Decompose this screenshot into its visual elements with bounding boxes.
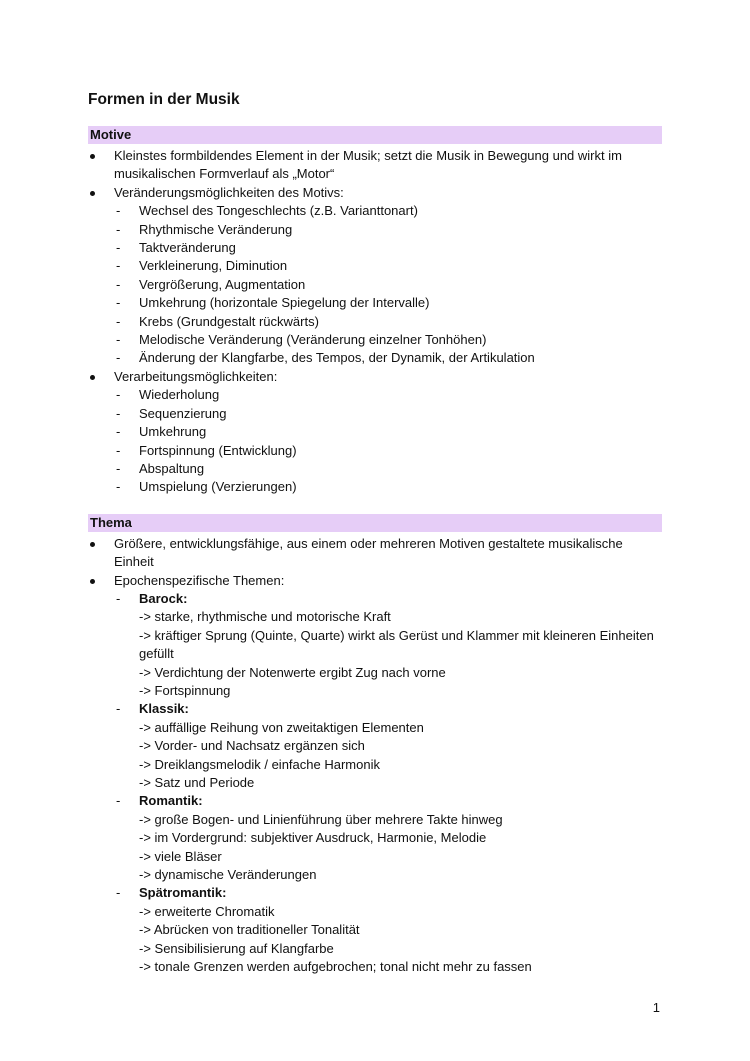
dash-item: - Melodische Veränderung (Veränderung einzelner Tonhöhen): [88, 331, 662, 349]
epoch-item-romantik: - Romantik: -> große Bogen- und Linienführung über mehrere Takte hinweg -> im Vordergrund: subjektiver Ausdruck, Harmonie, Melodie -> viele Bläser -> dynamische Veränderungen: [88, 792, 662, 884]
epoch-line: -> Abrücken von traditioneller Tonalität: [139, 922, 360, 938]
dash-item: - Krebs (Grundgestalt rückwärts): [88, 313, 662, 331]
epoch-line: -> Sensibilisierung auf Klangfarbe: [139, 940, 334, 956]
bullet-item: [88, 572, 662, 590]
bullet-text: Kleinstes formbildendes Element in der Musik; setzt die Musik in Bewegung und wirkt im musikalischen Formverlauf als „Motor“: [114, 148, 622, 182]
epoch-line: -> Dreiklangsmelodik / einfache Harmonik: [139, 756, 380, 772]
page-number: 1: [652, 1000, 660, 1015]
epoch-line: -> dynamische Veränderungen: [139, 867, 317, 883]
document-content: [88, 90, 662, 976]
dash-list: [88, 386, 662, 496]
epoch-line: -> Vorder- und Nachsatz ergänzen sich: [139, 738, 365, 754]
sub-list-container: [88, 386, 662, 496]
dash-item: - Umspielung (Verzierungen): [88, 478, 662, 496]
bullet-text: Epochenspezifische Themen:: [114, 572, 285, 588]
dash-list: [88, 202, 662, 368]
dash-item: - Rhythmische Veränderung: [88, 221, 662, 239]
bullet-item: [88, 368, 662, 386]
dash-item: - Fortspinnung (Entwicklung): [88, 442, 662, 460]
page-title: Formen in der Musik: [88, 91, 240, 108]
section-header-motive: Motive: [88, 126, 662, 144]
epoch-item-barock: - Barock: -> starke, rhythmische und motorische Kraft -> kräftiger Sprung (Quinte, Quarte) wirkt als Gerüst und Klammer mit kleineren Einheiten gefüllt -> Verdichtung der Notenwerte ergibt Zug nach vorne -> Fortspinnung: [88, 590, 662, 700]
dash-item: - Abspaltung: [88, 460, 662, 478]
epoch-line: -> im Vordergrund: subjektiver Ausdruck, Harmonie, Melodie: [139, 830, 487, 846]
epoch-line: -> erweiterte Chromatik: [139, 903, 275, 919]
bullet-item: [88, 184, 662, 202]
dash-item: - Änderung der Klangfarbe, des Tempos, der Dynamik, der Artikulation: [88, 349, 662, 367]
motive-bullet-list: [88, 147, 662, 497]
epoch-list: [88, 590, 662, 977]
epoch-line: -> Satz und Periode: [139, 775, 255, 790]
epoch-line: -> Verdichtung der Notenwerte ergibt Zug nach vorne: [139, 664, 446, 680]
bullet-text: Veränderungsmöglichkeiten des Motivs:: [114, 184, 344, 200]
dash-item: - Taktveränderung: [88, 239, 662, 257]
dash-item: - Wiederholung: [88, 386, 662, 404]
epoch-line: -> tonale Grenzen werden aufgebrochen; tonal nicht mehr zu fassen: [139, 959, 532, 975]
thema-bullet-list: [88, 535, 662, 977]
epoch-label: Klassik: [139, 701, 185, 717]
epoch-line: -> starke, rhythmische und motorische Kraft: [139, 609, 391, 625]
epoch-label: Spätromantik: [139, 885, 223, 901]
dash-item: - Wechsel des Tongeschlechts (z.B. Varianttonart): [88, 202, 662, 220]
section-header-thema: Thema: [88, 514, 662, 532]
epoch-line: -> kräftiger Sprung (Quinte, Quarte) wirkt als Gerüst und Klammer mit kleineren Einheiten gefüllt: [139, 627, 654, 662]
dash-item: - Umkehrung: [88, 423, 662, 441]
section-spacer: [88, 497, 662, 514]
dash-item: - Verkleinerung, Diminution: [88, 257, 662, 275]
bullet-item: [88, 535, 662, 572]
epoch-item-spaetromantik: - Spätromantik: -> erweiterte Chromatik -> Abrücken von traditioneller Tonalität -> Sensibilisierung auf Klangfarbe -> tonale Grenzen werden aufgebrochen; tonal nicht mehr zu fassen: [88, 884, 662, 976]
epoch-line: -> große Bogen- und Linienführung über mehrere Takte hinweg: [139, 811, 503, 827]
bullet-item: [88, 147, 662, 184]
bullet-text: Verarbeitungsmöglichkeiten:: [114, 368, 278, 384]
sub-list-container: [88, 590, 662, 977]
epoch-line: -> auffällige Reihung von zweitaktigen Elementen: [139, 719, 424, 735]
bullet-text: Größere, entwicklungsfähige, aus einem oder mehreren Motiven gestaltete musikalische Einheit: [114, 535, 623, 570]
dash-item: - Sequenzierung: [88, 405, 662, 423]
sub-list-container: [88, 202, 662, 368]
epoch-label: Barock: [139, 590, 184, 606]
epoch-line: -> Fortspinnung: [139, 682, 231, 698]
epoch-item-klassik: - Klassik: -> auffällige Reihung von zweitaktigen Elementen -> Vorder- und Nachsatz ergänzen sich -> Dreiklangsmelodik / einfache Harmonik -> Satz und Periode: [88, 700, 662, 792]
epoch-label: Romantik: [139, 793, 199, 809]
dash-item: - Umkehrung (horizontale Spiegelung der Intervalle): [88, 294, 662, 312]
dash-item: - Vergrößerung, Augmentation: [88, 276, 662, 294]
epoch-line: -> viele Bläser: [139, 848, 222, 864]
